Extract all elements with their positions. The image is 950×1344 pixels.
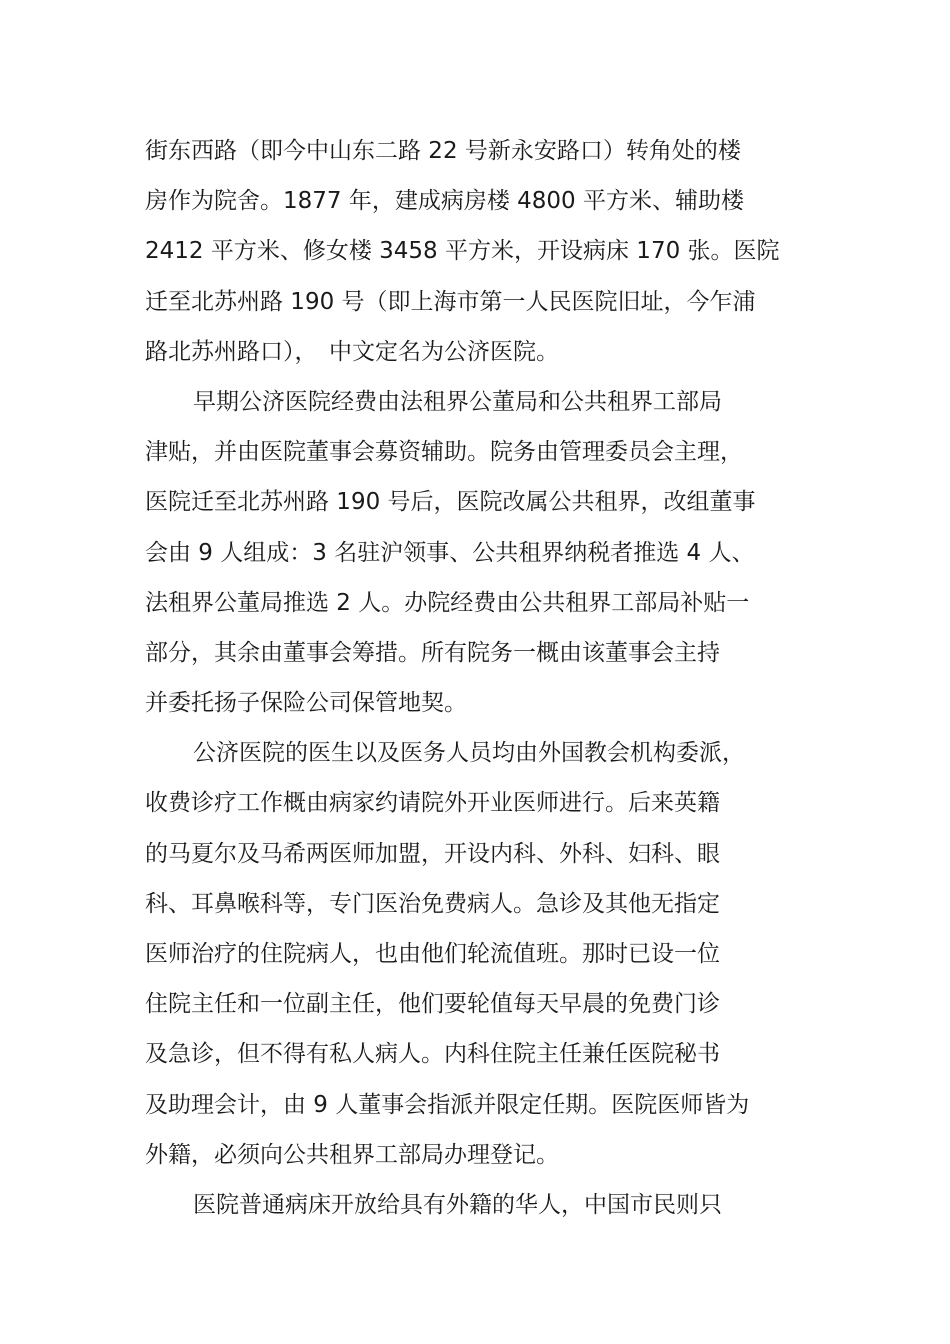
text-line: 科、耳鼻喉科等，专门医治免费病人。急诊及其他无指定 [145, 890, 720, 917]
text-line: 房作为院舍。1877 年，建成病房楼 4800 平方米、辅助楼 [145, 188, 744, 215]
text-line: 及助理会计，由 9 人董事会指派并限定任期。医院医师皆为 [145, 1091, 750, 1118]
text-line: 津贴，并由医院董事会募资辅助。院务由管理委员会主理， [145, 439, 743, 466]
text-line: 医院普通病床开放给具有外籍的华人，中国市民则只 [193, 1191, 722, 1218]
text-line: 部分，其余由董事会筹措。所有院务一概由该董事会主持 [145, 639, 720, 666]
paragraph [145, 126, 810, 377]
text-line: 法租界公董局推选 2 人。办院经费由公共租界工部局补贴一 [145, 589, 750, 616]
paragraph [145, 1180, 810, 1230]
text-line: 外籍，必须向公共租界工部局办理登记。 [145, 1141, 559, 1168]
text-line: 收费诊疗工作概由病家约请院外开业医师进行。后来英籍 [145, 790, 720, 817]
paragraph [145, 728, 810, 1180]
text-line: 迁至北苏州路 190 号（即上海市第一人民医院旧址，今乍浦 [145, 288, 756, 315]
text-line: 公济医院的医生以及医务人员均由外国教会机构委派， [193, 740, 745, 767]
text-line: 会由 9 人组成：3 名驻沪领事、公共租界纳税者推选 4 人、 [145, 539, 755, 566]
text-line: 并委托扬子保险公司保管地契。 [145, 690, 467, 717]
text-line: 的马夏尔及马希两医师加盟，开设内科、外科、妇科、眼 [145, 840, 720, 867]
paragraph [145, 377, 810, 728]
text-line: 医院迁至北苏州路 190 号后，医院改属公共租界，改组董事 [145, 489, 756, 516]
text-line: 路北苏州路口）， 中文定名为公济医院。 [145, 338, 559, 365]
document-body [145, 126, 810, 1230]
text-line: 早期公济医院经费由法租界公董局和公共租界工部局 [193, 388, 722, 415]
text-line: 住院主任和一位副主任，他们要轮值每天早晨的免费门诊 [145, 991, 720, 1018]
text-line: 及急诊，但不得有私人病人。内科住院主任兼任医院秘书 [145, 1041, 720, 1068]
text-line: 2412 平方米、修女楼 3458 平方米，开设病床 170 张。医院 [145, 238, 780, 265]
text-line: 街东西路（即今中山东二路 22 号新永安路口）转角处的楼 [145, 138, 741, 164]
text-line: 医师治疗的住院病人，也由他们轮流值班。那时已设一位 [145, 941, 720, 967]
